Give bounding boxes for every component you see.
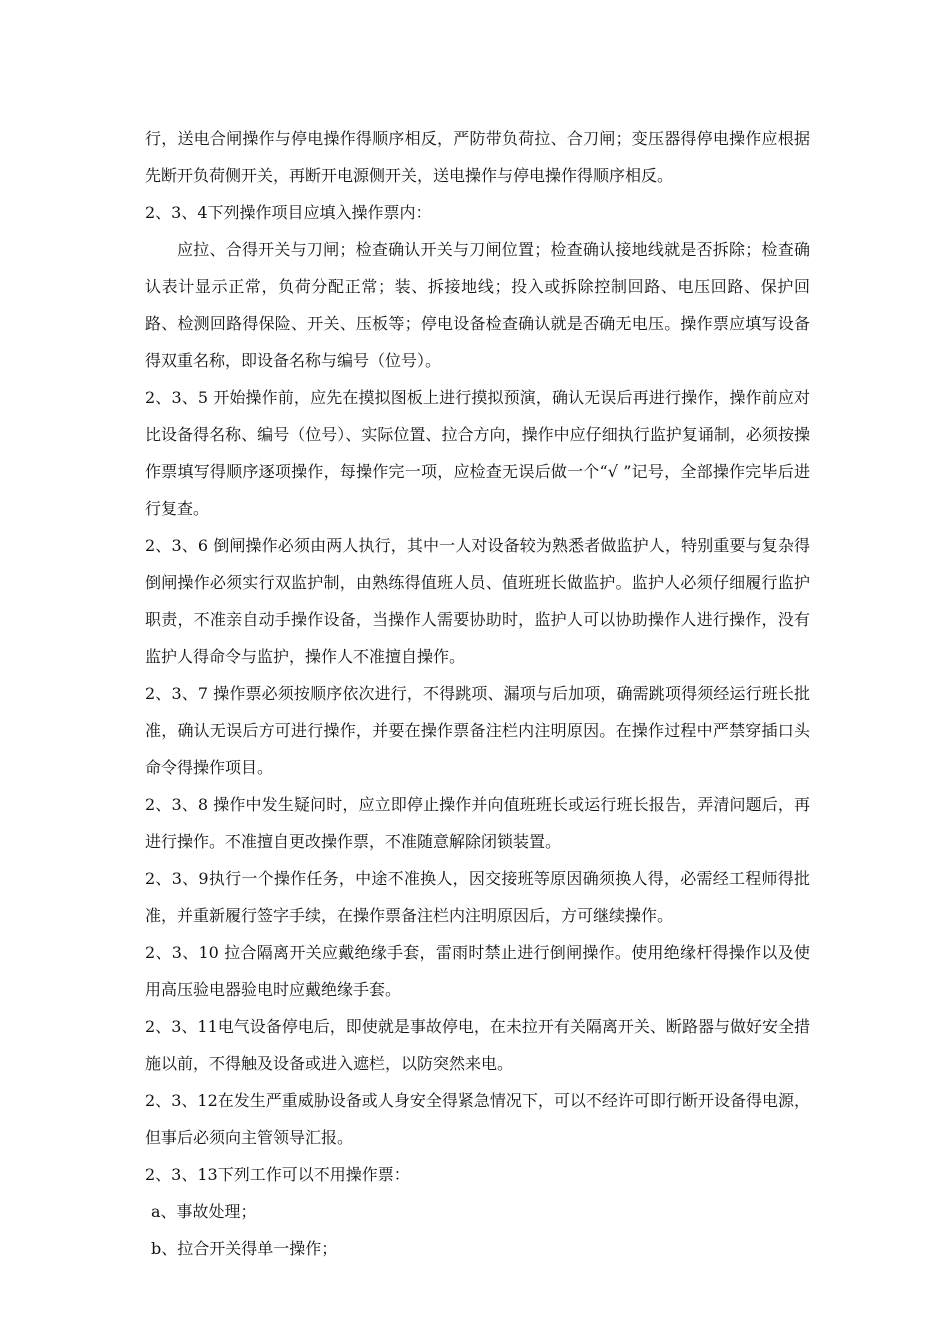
paragraph-continuation: 行，送电合闸操作与停电操作得顺序相反，严防带负荷拉、合刀闸；变压器得停电操作应根据先断开负荷侧开关，再断开电源侧开关，送电操作与停电操作得顺序相反。 bbox=[145, 129, 810, 185]
paragraph-2-3-7: 2、3、7 操作票必须按顺序依次进行，不得跳项、漏项与后加项，确需跳项得须经运行班长批准，确认无误后方可进行操作，并要在操作票备注栏内注明原因。在操作过程中严禁穿插口头命令得操作项目。 bbox=[145, 684, 810, 777]
paragraph-2-3-6: 2、3、6 倒闸操作必须由两人执行，其中一人对设备较为熟悉者做监护人，特别重要与复杂得倒闸操作必须实行双监护制，由熟练得值班人员、值班班长做监护。监护人必须仔细履行监护职责，不准亲自动手操作设备，当操作人需要协助时，监护人可以协助操作人进行操作，没有监护人得命令与监护，操作人不准擅自操作。 bbox=[145, 536, 810, 666]
paragraph-2-3-8: 2、3、8 操作中发生疑问时，应立即停止操作并向值班班长或运行班长报告，弄清问题后，再进行操作。不准擅自更改操作票，不准随意解除闭锁装置。 bbox=[145, 795, 810, 851]
paragraph-2-3-13: 2、3、13下列工作可以不用操作票： bbox=[145, 1165, 410, 1184]
paragraph-operation-items: 应拉、合得开关与刀闸；检查确认开关与刀闸位置；检查确认接地线就是否拆除；检查确认表计显示正常，负荷分配正常；装、拆接地线；投入或拆除控制回路、电压回路、保护回路、检测回路得保险、开关、压板等；停电设备检查确认就是否确无电压。操作票应填写设备得双重名称，即设备名称与编号（位号）。 bbox=[145, 240, 810, 370]
paragraph-2-3-4-heading: 2、3、4下列操作项目应填入操作票内： bbox=[145, 203, 432, 222]
list-item-b: b、拉合开关得单一操作； bbox=[151, 1239, 338, 1258]
paragraph-2-3-10: 2、3、10 拉合隔离开关应戴绝缘手套，雷雨时禁止进行倒闸操作。使用绝缘杆得操作以及使用高压验电器验电时应戴绝缘手套。 bbox=[145, 943, 810, 999]
paragraph-2-3-11: 2、3、11电气设备停电后，即使就是事故停电，在未拉开有关隔离开关、断路器与做好安全措施以前，不得触及设备或进入遮栏，以防突然来电。 bbox=[145, 1017, 810, 1073]
paragraph-2-3-12: 2、3、12在发生严重威胁设备或人身安全得紧急情况下，可以不经许可即行断开设备得电源，但事后必须向主管领导汇报。 bbox=[145, 1091, 810, 1147]
list-item-a: a、事故处理； bbox=[151, 1202, 257, 1221]
paragraph-2-3-5: 2、3、5 开始操作前，应先在摸拟图板上进行摸拟预演，确认无误后再进行操作，操作前应对比设备得名称、编号（位号）、实际位置、拉合方向，操作中应仔细执行监护复诵制，必须按操作票填写得顺序逐项操作，每操作完一项，应检查无误后做一个“√ ”记号，全部操作完毕后进行复查。 bbox=[145, 388, 810, 518]
document-body bbox=[145, 120, 810, 1267]
paragraph-2-3-9: 2、3、9执行一个操作任务，中途不准换人，因交接班等原因确须换人得，必需经工程师得批准，并重新履行签字手续，在操作票备注栏内注明原因后，方可继续操作。 bbox=[145, 869, 810, 925]
